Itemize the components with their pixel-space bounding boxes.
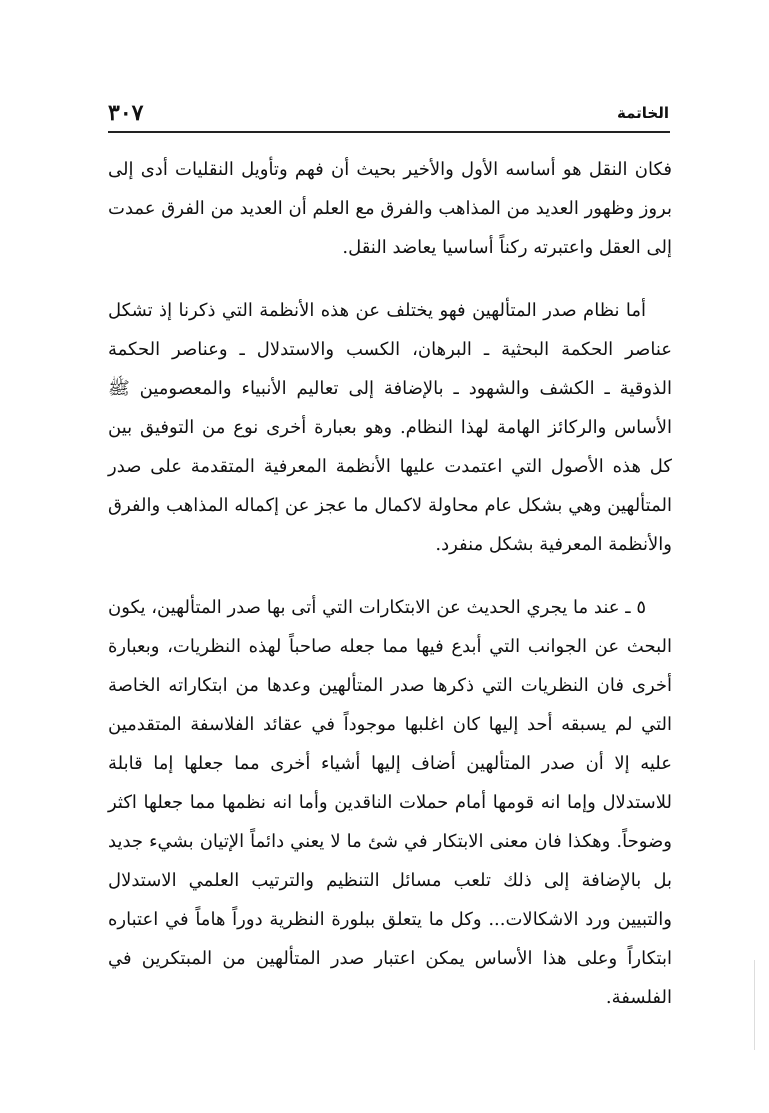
header-rule: [108, 131, 670, 133]
paragraph-continuation: فكان النقل هو أساسه الأول والأخير بحيث أن فهم وتأويل النقليات أدى إلى بروز وظهور العديد من المذاهب والفرق مع العلم أن العديد من الفرق عمدت إلى العقل واعتبرته ركناً أساسيا يعاضد النقل.: [108, 159, 672, 258]
chapter-title: الخاتمة: [616, 104, 669, 122]
body-text: [108, 150, 672, 1017]
page-number: ٣٠٧: [108, 100, 144, 126]
paragraph-sadr-system: أما نظام صدر المتألهين فهو يختلف عن هذه الأنظمة التي ذكرنا إذ تشكل عناصر الحكمة البحثية ـ البرهان، الكسب والاستدلال ـ وعناصر الحكمة الذوقية ـ الكشف والشهود ـ بالإضافة إلى تعاليم الأنبياء والمعصومين ﷺ الأساس والركائز الهامة لهذا النظام. وهو بعبارة أخرى نوع من التوفيق بين كل هذه الأصول التي اعتمدت عليها الأنظمة المعرفية المتقدمة على صدر المتألهين وهي بشكل عام محاولة لاكمال ما عجز عن إكماله المذاهب والفرق والأنظمة المعرفية بشكل منفرد.: [108, 300, 672, 555]
running-header: [108, 100, 669, 130]
margin-line: [754, 960, 755, 1050]
paragraph-innovations: ٥ ـ عند ما يجري الحديث عن الابتكارات التي أتى بها صدر المتألهين، يكون البحث عن الجوانب التي أبدع فيها مما جعله صاحباً لهذه النظريات، وبعبارة أخرى فان النظريات التي ذكرها صدر المتألهين وعدها من ابتكاراته الخاصة التي لم يسبقه أحد إليها كان اغلبها موجوداً في عقائد الفلاسفة المتقدمين عليه إلا أن صدر المتألهين أضاف إليها أشياء أخرى مما جعلها إما قابلة للاستدلال وإما انه قومها أمام حملات الناقدين وأما انه نظمها مما جعلها اكثر وضوحاً. وهكذا فان معنى الابتكار في شئ ما لا يعني دائماً الإتيان بشيء جديد بل بالإضافة إلى ذلك تلعب مسائل التنظيم والترتيب العلمي الاستدلال والتبيين ورد الاشكالات... وكل ما يتعلق ببلورة النظرية دوراً هاماً في اعتباره ابتكاراً وعلى هذا الأساس يمكن اعتبار صدر المتألهين من المبتكرين في الفلسفة.: [108, 597, 672, 1008]
